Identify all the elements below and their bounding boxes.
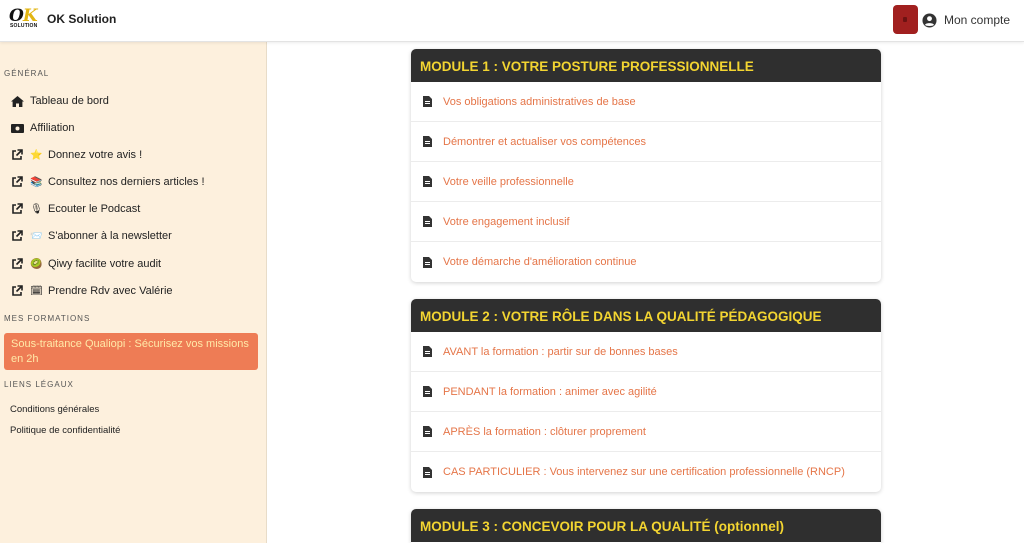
document-icon <box>423 467 432 478</box>
lesson-item[interactable] <box>411 202 881 242</box>
sidebar-item-label: Prendre Rdv avec Valérie <box>48 285 173 297</box>
document-icon <box>423 176 432 187</box>
lesson-item[interactable] <box>411 162 881 202</box>
sidebar-item-label: Consultez nos derniers articles ! <box>48 176 205 188</box>
document-icon <box>423 386 432 397</box>
module-card-3 <box>411 509 881 543</box>
top-bar <box>0 0 1024 42</box>
sidebar-item-qiwy[interactable] <box>10 256 161 272</box>
sidebar-item-label: Donnez votre avis ! <box>48 149 143 161</box>
sidebar-item-label: Tableau de bord <box>30 95 109 107</box>
sidebar-item-affiliation[interactable] <box>10 120 74 136</box>
lesson-title: AVANT la formation : partir sur de bonnes bases <box>443 345 678 358</box>
document-icon <box>423 136 432 147</box>
legal-link-privacy[interactable]: Politique de confidentialité <box>10 425 121 436</box>
module-title[interactable]: MODULE 3 : CONCEVOIR POUR LA QUALITÉ (optionnel) <box>411 509 881 542</box>
calendar-emoji-icon: 🗓 <box>30 285 43 297</box>
lesson-title: Démontrer et actualiser vos compétences <box>443 135 646 148</box>
sidebar-item-label: Affiliation <box>30 122 75 134</box>
home-icon <box>10 95 24 107</box>
document-icon <box>423 216 432 227</box>
lesson-title: Vos obligations administratives de base <box>443 95 636 108</box>
document-icon <box>423 426 432 437</box>
section-title-general: GÉNÉRAL <box>4 69 50 78</box>
module-card-2 <box>411 299 881 492</box>
envelope-emoji-icon: 📨 <box>30 230 43 242</box>
lesson-item[interactable] <box>411 452 881 492</box>
sidebar-item-label: Ecouter le Podcast <box>48 203 141 215</box>
document-icon <box>423 96 432 107</box>
external-link-icon <box>10 230 24 242</box>
lesson-item[interactable] <box>411 82 881 122</box>
section-title-legal: LIENS LÉGAUX <box>4 380 74 389</box>
lesson-title: Votre veille professionnelle <box>443 175 574 188</box>
lesson-item[interactable] <box>411 412 881 452</box>
kiwi-emoji-icon: 🥝 <box>30 258 43 270</box>
sidebar-item-rdv[interactable] <box>10 283 173 299</box>
sidebar <box>0 42 267 543</box>
brand-name[interactable]: OK Solution <box>47 12 117 26</box>
sidebar-item-label: S'abonner à la newsletter <box>48 230 172 242</box>
sidebar-item-articles[interactable] <box>10 174 205 190</box>
notification-icon <box>903 17 907 22</box>
account-menu[interactable] <box>922 11 1010 29</box>
lesson-item[interactable] <box>411 332 881 372</box>
lesson-title: Votre engagement inclusif <box>443 215 570 228</box>
books-emoji-icon: 📚 <box>30 176 43 188</box>
money-bill-icon <box>10 122 24 134</box>
sidebar-item-dashboard[interactable] <box>10 93 109 109</box>
module-title[interactable]: MODULE 1 : VOTRE POSTURE PROFESSIONNELLE <box>411 49 881 82</box>
sidebar-item-podcast[interactable] <box>10 201 140 217</box>
logo-mark: OK <box>9 6 37 26</box>
external-link-icon <box>10 203 24 215</box>
microphone-emoji-icon: 🎙 <box>30 203 43 215</box>
lesson-title: Votre démarche d'amélioration continue <box>443 256 637 268</box>
user-circle-icon <box>922 13 937 28</box>
module-card-1 <box>411 49 881 282</box>
section-title-formations: MES FORMATIONS <box>4 314 91 323</box>
external-link-icon <box>10 149 24 161</box>
sidebar-item-active-course[interactable]: Sous-traitance Qualiopi : Sécurisez vos missions en 2h <box>4 333 258 370</box>
ok-solution-logo[interactable] <box>9 6 38 32</box>
legal-link-conditions[interactable]: Conditions générales <box>10 404 100 415</box>
lesson-title: PENDANT la formation : animer avec agilité <box>443 385 657 398</box>
document-icon <box>423 346 432 357</box>
external-link-icon <box>10 176 24 188</box>
document-icon <box>423 257 432 268</box>
account-label: Mon compte <box>944 13 1011 27</box>
lesson-item[interactable] <box>411 122 881 162</box>
lesson-item[interactable] <box>411 242 881 282</box>
module-title[interactable]: MODULE 2 : VOTRE RÔLE DANS LA QUALITÉ PÉDAGOGIQUE <box>411 299 881 332</box>
sidebar-item-label: Qiwy facilite votre audit <box>48 258 162 270</box>
logo-subtext: SOLUTION <box>10 23 38 29</box>
external-link-icon <box>10 285 24 297</box>
star-emoji-icon: ⭐ <box>30 149 43 161</box>
lesson-title: CAS PARTICULIER : Vous intervenez sur une certification professionnelle (RNCP) <box>443 466 845 478</box>
notification-button[interactable] <box>893 5 918 34</box>
sidebar-item-newsletter[interactable] <box>10 228 172 244</box>
lesson-item[interactable] <box>411 372 881 412</box>
lesson-title: APRÈS la formation : clôturer proprement <box>443 425 646 438</box>
sidebar-item-avis[interactable] <box>10 147 142 163</box>
external-link-icon <box>10 258 24 270</box>
